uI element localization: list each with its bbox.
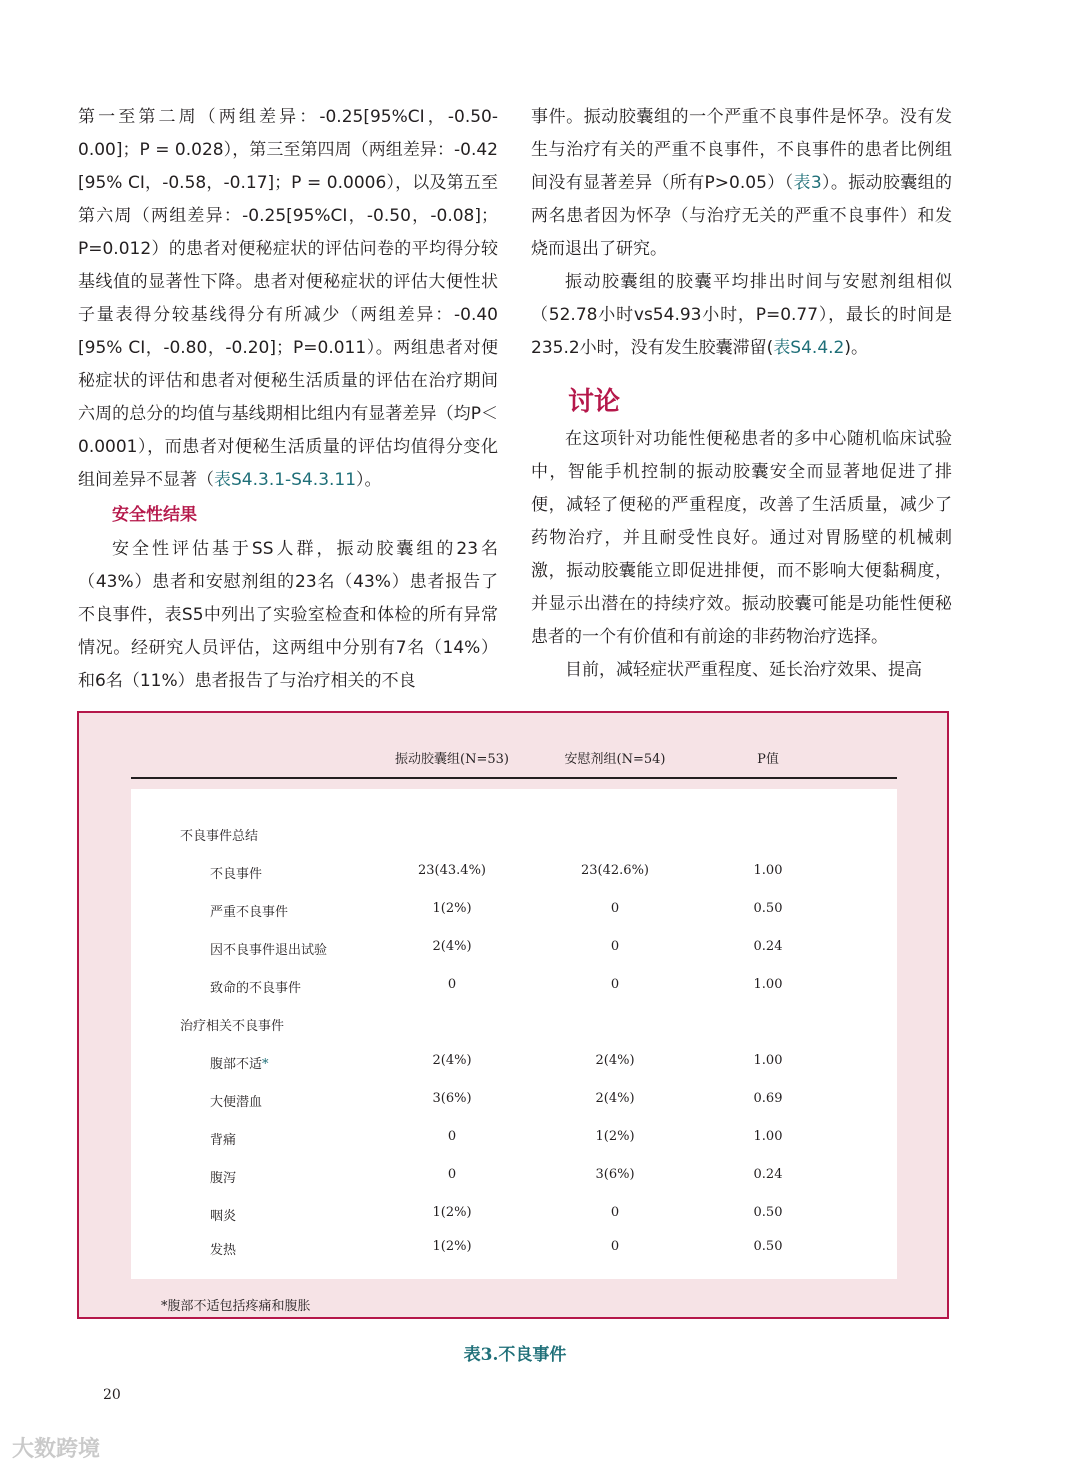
cell-capsule: 2(4%) [432, 1053, 472, 1068]
section-subheading-safety: 安全性结果 [112, 505, 197, 525]
cell-p-value: 0.50 [753, 1205, 783, 1220]
row-label: 因不良事件退出试验 [210, 943, 328, 958]
footnote-asterisk: * [262, 1057, 269, 1072]
paragraph-text-end: )。 [844, 338, 868, 358]
cell-placebo: 23(42.6%) [581, 863, 649, 878]
table-row-group [131, 1015, 897, 1035]
table-header [79, 713, 947, 777]
table-s442-reference-link[interactable]: 表S4.4.2 [773, 338, 845, 358]
section-heading-discussion: 讨论 [568, 387, 621, 417]
cell-p-value: 0.50 [753, 1239, 783, 1254]
cell-capsule: 1(2%) [432, 1239, 472, 1254]
table3-reference-link[interactable]: 表3 [793, 173, 822, 193]
table-row-group [131, 825, 897, 845]
paragraph-text: 振动胶囊组的胶囊平均排出时间与安慰剂组相似（52.78小时vs54.93小时，P=0.77），最长的时间是235.2小时，没有发生胶囊滞留( [531, 272, 952, 358]
cell-capsule: 2(4%) [432, 939, 472, 954]
paragraph-text-end: ）。 [356, 470, 382, 490]
header-placebo-group: 安慰剂组(N=54) [564, 752, 666, 767]
cell-capsule: 0 [447, 1167, 457, 1182]
paragraph-adverse-events [531, 101, 952, 266]
table-row [131, 1167, 897, 1187]
cell-p-value: 0.50 [753, 901, 783, 916]
table-footnote: *腹部不适包括疼痛和腹胀 [161, 1299, 311, 1314]
table-reference-link[interactable]: 表S4.3.1-S4.3.11 [214, 470, 357, 490]
row-label: 背痛 [210, 1133, 237, 1148]
table-row [131, 1091, 897, 1111]
cell-placebo: 1(2%) [595, 1129, 635, 1144]
row-label: 致命的不良事件 [210, 981, 302, 996]
cell-p-value: 0.69 [753, 1091, 783, 1106]
cell-capsule: 1(2%) [432, 901, 472, 916]
paragraph-discussion: 在这项针对功能性便秘患者的多中心随机临床试验中，智能手机控制的振动胶囊安全而显著地促进了排便，减轻了便秘的严重程度，改善了生活质量，减少了药物治疗，并且耐受性良好。通过对胃肠壁的机械刺激，振动胶囊能立即促进排便，而不影响大便黏稠度，并显示出潜在的持续疗效。振动胶囊可能是功能性便秘患者的一个有价值和有前途的非药物治疗选择。 [531, 429, 952, 647]
cell-p-value: 1.00 [753, 863, 783, 878]
row-label: 不良事件总结 [180, 829, 259, 844]
row-label: 严重不良事件 [210, 905, 289, 920]
row-label-text: 腹部不适 [210, 1057, 263, 1072]
table-row [131, 1129, 897, 1149]
left-column [78, 101, 498, 698]
cell-capsule: 23(43.4%) [418, 863, 486, 878]
table-row [131, 1053, 897, 1073]
cell-placebo: 0 [610, 1205, 620, 1220]
cell-capsule: 0 [447, 977, 457, 992]
header-rule [131, 777, 897, 779]
table-row [131, 863, 897, 883]
paragraph-text: 事件。振动胶囊组的一个严重不良事件是怀孕。没有发生与治疗有关的严重不良事件，不良事件的患者比例组间没有显著差异（所有P>0.05）（ [531, 107, 952, 193]
cell-placebo: 0 [610, 901, 620, 916]
table-row [131, 977, 897, 997]
cell-p-value: 1.00 [753, 1053, 783, 1068]
row-label: 咽炎 [210, 1209, 237, 1224]
paragraph-capsule-transit [531, 266, 952, 365]
cell-placebo: 0 [610, 1239, 620, 1254]
paragraph-efficacy [78, 101, 498, 497]
table-body [131, 789, 897, 1279]
header-capsule-group: 振动胶囊组(N=53) [395, 752, 509, 767]
adverse-events-table [77, 711, 949, 1319]
row-label: 腹泻 [210, 1171, 237, 1186]
table-row [131, 1205, 897, 1225]
paragraph-safety: 安全性评估基于SS人群，振动胶囊组的23名（43%）患者和安慰剂组的23名（43%）患者报告了不良事件，表S5中列出了实验室检查和体检的所有异常情况。经研究人员评估，这两组中分别有7名（14%）和6名（11%）患者报告了与治疗相关的不良 [78, 539, 498, 691]
cell-placebo: 3(6%) [595, 1167, 635, 1182]
cell-p-value: 0.24 [753, 939, 783, 954]
paragraph-text: 第一至第二周（两组差异：-0.25[95%CI，-0.50-0.00]；P = 0.028），第三至第四周（两组差异：-0.42 [95% CI，-0.58，-0.17]；P = 0.0006），以及第五至第六周（两组差异：-0.25[95%CI，-0.50，-0.08]；P=0.012）的患者对便秘症状的评估问卷的平均得分较基线值的显著性下降。患者对便秘症状的评估大便性状子量表得分较基线得分有所减少（两组差异：-0.40 [95% CI，-0.80，-0.20]；P=0.011）。两组患者对便秘症状的评估和患者对便秘生活质量的评估在治疗期间六周的总分的均值与基线期相比组内有显著差异（均P＜0.0001），而患者对便秘生活质量的评估均值得分变化组间差异不显著（ [78, 107, 498, 490]
table-row [131, 1239, 897, 1259]
table-row [131, 939, 897, 959]
table-caption: 表3.不良事件 [463, 1345, 567, 1365]
watermark-logo: 大数跨境 [12, 1437, 101, 1462]
row-label: 大便潜血 [210, 1095, 263, 1110]
cell-capsule: 3(6%) [432, 1091, 472, 1106]
cell-p-value: 0.24 [753, 1167, 783, 1182]
paragraph-current: 目前，减轻症状严重程度、延长治疗效果、提高 [565, 660, 922, 680]
cell-p-value: 1.00 [753, 977, 783, 992]
header-p-value: P值 [757, 752, 779, 767]
cell-placebo: 0 [610, 939, 620, 954]
cell-placebo: 0 [610, 977, 620, 992]
row-label [210, 1053, 269, 1072]
cell-p-value: 1.00 [753, 1129, 783, 1144]
paragraph-text-end: ）。振动胶囊组的两名患者因为怀孕（与治疗无关的严重不良事件）和发烧而退出了研究。 [531, 173, 952, 259]
cell-capsule: 0 [447, 1129, 457, 1144]
page-number: 20 [103, 1387, 121, 1403]
cell-placebo: 2(4%) [595, 1053, 635, 1068]
row-label: 发热 [210, 1243, 237, 1258]
cell-placebo: 2(4%) [595, 1091, 635, 1106]
table-row [131, 901, 897, 921]
right-column [531, 101, 952, 687]
row-label: 不良事件 [210, 867, 263, 882]
cell-capsule: 1(2%) [432, 1205, 472, 1220]
row-label: 治疗相关不良事件 [180, 1019, 285, 1034]
